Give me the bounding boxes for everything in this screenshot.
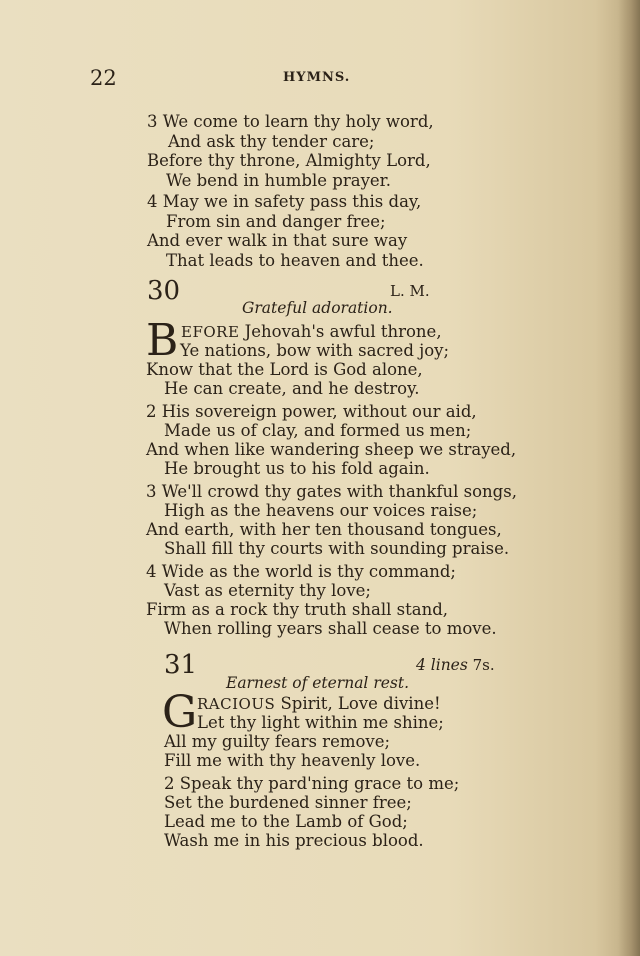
hymn-title: Earnest of eternal rest. <box>226 674 410 692</box>
meter-italic: 4 lines <box>416 656 468 674</box>
verse-line: All my guilty fears remove; <box>164 732 391 751</box>
hymn-title: Grateful adoration. <box>242 299 393 317</box>
verse-line: And ever walk in that sure way <box>147 231 408 250</box>
verse-line: He brought us to his fold again. <box>164 459 430 478</box>
verse-line-first <box>197 694 441 714</box>
meter-rest: 7s. <box>472 656 495 674</box>
verse-line: From sin and danger free; <box>166 212 386 231</box>
verse-line: And when like wandering sheep we strayed, <box>146 440 517 459</box>
verse-line: That leads to heaven and thee. <box>166 251 424 270</box>
verse-line: 2 Speak thy pard'ning grace to me; <box>164 774 460 793</box>
verse-line: Wash me in his precious blood. <box>164 831 424 850</box>
verse-line: Know that the Lord is God alone, <box>146 360 423 379</box>
verse-line-first <box>181 322 442 342</box>
verse-line: Set the burdened sinner free; <box>164 793 412 812</box>
verse-line: Before thy throne, Almighty Lord, <box>147 151 431 170</box>
verse-line: Shall fill thy courts with sounding praise. <box>164 539 510 558</box>
first-word-smallcaps: RACIOUS <box>197 695 276 713</box>
verse-line: Fill me with thy heavenly love. <box>164 751 421 770</box>
verse-line: And earth, with her ten thousand tongues, <box>146 520 502 539</box>
verse-line: 3 We come to learn thy holy word, <box>147 112 434 131</box>
page-edge-shadow <box>618 0 640 956</box>
verse-line: Ye nations, bow with sacred joy; <box>180 341 450 360</box>
verse-line: 3 We'll crowd thy gates with thankful songs, <box>146 482 517 501</box>
verse-line: 4 May we in safety pass this day, <box>147 192 422 211</box>
verse-line: Firm as a rock thy truth shall stand, <box>146 600 449 619</box>
verse-line: Let thy light within me shine; <box>197 713 444 732</box>
first-line-rest: Spirit, Love divine! <box>280 694 441 713</box>
hymn-meter <box>416 656 495 674</box>
verse-line: We bend in humble prayer. <box>166 171 391 190</box>
verse-line: He can create, and he destroy. <box>164 379 420 398</box>
hymn-number: 30 <box>147 276 181 306</box>
running-head: HYMNS. <box>283 70 351 85</box>
verse-line: 2 His sovereign power, without our aid, <box>146 402 477 421</box>
verse-line: Made us of clay, and formed us men; <box>164 421 472 440</box>
verse-line: 4 Wide as the world is thy command; <box>146 562 456 581</box>
verse-line: And ask thy tender care; <box>168 132 375 151</box>
page-number: 22 <box>90 66 117 90</box>
drop-cap: B <box>146 315 179 366</box>
first-line-rest: Jehovah's awful throne, <box>244 322 442 341</box>
verse-line: Lead me to the Lamb of God; <box>164 812 408 831</box>
verse-line: When rolling years shall cease to move. <box>164 619 497 638</box>
verse-line: High as the heavens our voices raise; <box>164 501 478 520</box>
hymn-number: 31 <box>164 650 198 680</box>
hymn-meter: L. M. <box>390 282 430 300</box>
drop-cap: G <box>162 687 198 738</box>
verse-line: Vast as eternity thy love; <box>164 581 371 600</box>
first-word-smallcaps: EFORE <box>181 323 240 341</box>
